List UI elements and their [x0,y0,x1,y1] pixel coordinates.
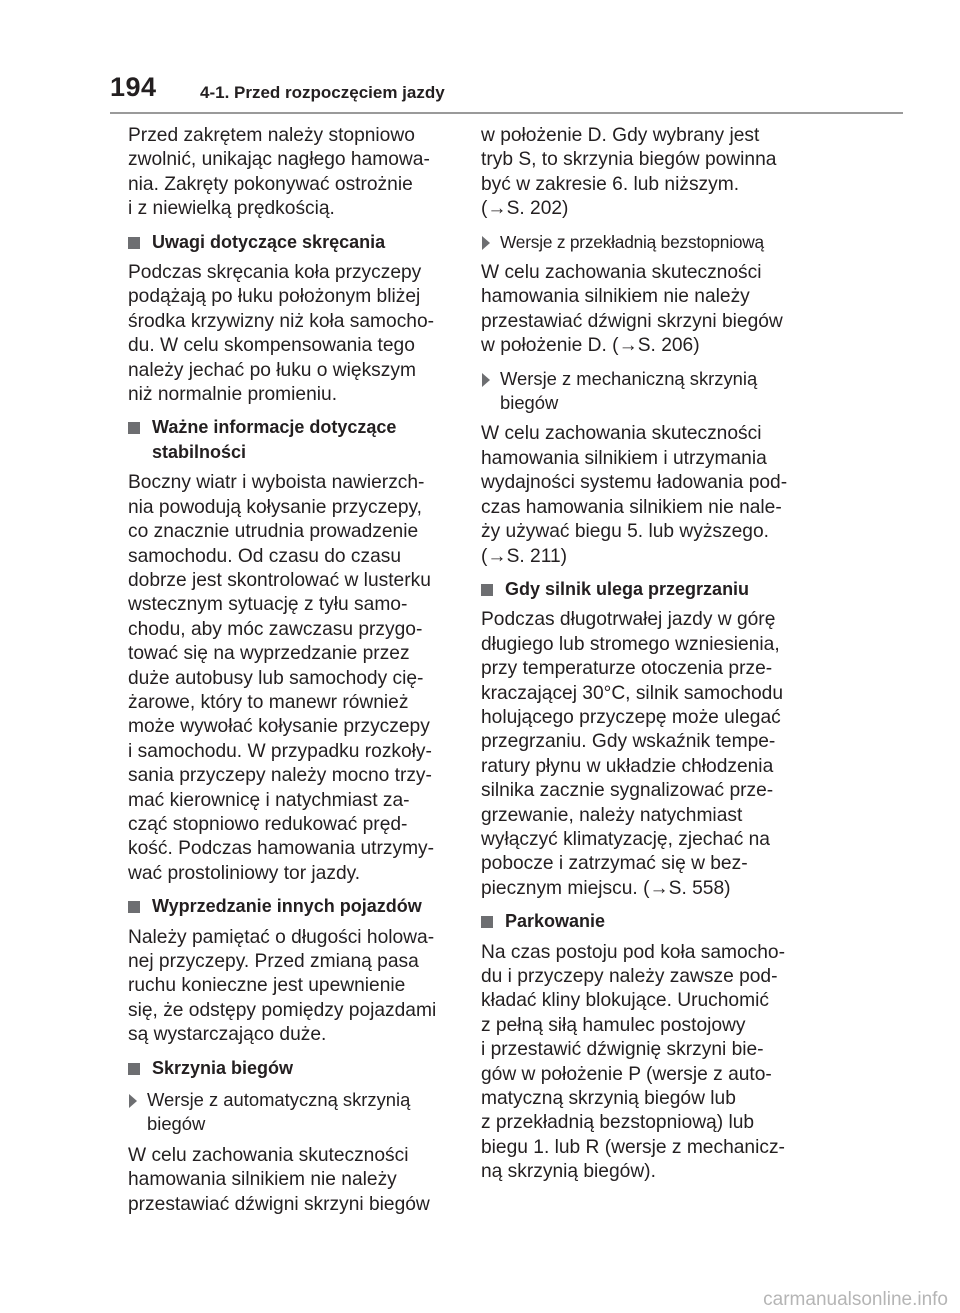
page-number: 194 [110,72,157,102]
text-line: du i przyczepy należy zawsze pod- [481,966,778,987]
text-line: ną skrzynią biegów). [481,1161,656,1183]
text-line: tować się na wyprzedzanie przez [128,643,410,665]
stability-paragraph [128,471,458,886]
text-line: hamowania silnikiem nie należy [481,286,750,308]
text-line: ży używać biegu 5. lub wyższego. [481,521,769,543]
text-line: kość. Podczas hamowania utrzymy- [128,838,435,860]
heading-text [152,417,396,461]
text-line: i przestawić dźwignię skrzyni bie- [481,1039,764,1061]
text-line: grzewanie, należy natychmiast [481,804,743,826]
section-heading-parking: Parkowanie [481,909,811,933]
text-line: długiego lub stromego wzniesienia, [481,633,780,655]
square-bullet-icon [128,1063,140,1075]
text-line: dobrze jest skontrolować w lusterku [128,569,431,591]
text-line: nej przyczepy. Przed zmianą pasa [128,951,419,972]
text-line: przestawiać dźwigni skrzyni biegów [481,310,783,332]
text-line: biegów [147,1113,206,1135]
square-bullet-icon [481,916,493,928]
page-header [0,0,960,118]
text-line: Ważne informacje dotyczące [152,417,397,438]
text-line: W celu zachowania skuteczności [128,1144,409,1166]
text-line: matyczną skrzynią biegów lub [481,1088,736,1110]
text-line: biegu 1. lub R (wersje z mechanicz- [481,1136,785,1158]
text-line: są wystarczająco duże. [128,1024,327,1046]
left-column [128,124,458,1217]
text-line: może wywołać kołysanie przyczepy [128,716,430,738]
text-line: biegów [500,392,559,414]
text-line: nia powodują kołysanie przyczepy, [128,496,423,518]
text-line: tryb S, to skrzynia biegów powinna [481,149,777,171]
section-heading-turning: Uwagi dotyczące skręcania [128,230,458,254]
text-line: Przed zakrętem należy stopniowo [128,125,415,146]
text-line: Podczas długotrwałej jazdy w górę [481,609,776,631]
text-line: Boczny wiatr i wyboista nawierzch- [128,472,425,494]
text-line: ruchu konieczne jest upewnienie [128,975,406,997]
text-line: samochodu. Od czasu do czasu [128,545,402,567]
square-bullet-icon [128,422,140,434]
text-line: piecznym miejscu. (→S. 558) [481,877,731,899]
text-line: przy temperaturze otoczenia prze- [481,658,773,680]
text-line: przestawiać dźwigni skrzyni biegów [128,1193,430,1215]
text-line: W celu zachowania skuteczności [481,262,762,284]
section-heading-overheating: Gdy silnik ulega przegrzaniu [481,577,811,601]
text-line: środka krzywizny niż koła samocho- [128,310,435,332]
subheading-text [147,1089,410,1134]
triangle-bullet-icon [482,236,490,250]
text-line: wstecznym sytuację z tyłu samo- [128,594,408,616]
text-line: podążają po łuku położonym bliżej [128,286,421,308]
text-line: duże autobusy lub samochody cię- [128,667,424,689]
text-line: du. W celu skompensowania tego [128,335,415,357]
text-line: kładać kliny blokujące. Uruchomić [481,990,769,1012]
overheating-paragraph [481,608,811,901]
text-line: zwolnić, unikając nagłego hamowa- [128,149,430,171]
square-bullet-icon [481,584,493,596]
subheading-automatic [128,1088,458,1137]
text-line: hamowania silnikiem nie należy [128,1169,397,1191]
text-line: wydajności systemu ładowania pod- [481,472,788,494]
overtaking-paragraph [128,926,458,1048]
right-column [481,124,811,1185]
text-line: przegrzaniu. Gdy wskaźnik tempe- [481,731,776,753]
section-heading-stability [128,415,458,464]
text-line: Podczas skręcania koła przyczepy [128,262,422,284]
text-line: hamowania silnikiem i utrzymania [481,447,767,469]
text-line: być w zakresie 6. lub niższym. [481,173,740,195]
chapter-title: 4-1. Przed rozpoczęciem jazdy [200,83,445,102]
text-line: kraczającej 30°C, silnik samochodu [481,682,784,704]
text-line: ratury płynu w układzie chłodzenia [481,755,774,777]
manual-paragraph [481,422,811,568]
text-line: w położenie D. Gdy wybrany jest [481,125,760,146]
text-line: się, że odstępy pomiędzy pojazdami [128,999,437,1021]
text-line: Wersje z automatyczną skrzynią [147,1089,411,1111]
text-line: sania przyczepy należy mocno trzy- [128,765,432,787]
text-line: gów w położenie P (wersje z auto- [481,1063,772,1085]
text-line: wyłączyć klimatyzację, zjechać na [481,828,770,850]
subheading-text [500,368,757,413]
automatic-paragraph [128,1144,458,1217]
triangle-bullet-icon [129,1094,137,1108]
watermark: carmanualsonline.info [763,1289,948,1310]
section-heading-overtaking: Wyprzedzanie innych pojazdów [128,894,458,918]
text-line: w położenie D. (→S. 206) [481,335,700,357]
text-line: czas hamowania silnikiem nie nale- [481,496,782,518]
text-line: z przekładnią bezstopniową) lub [481,1112,755,1134]
text-line: (→S. 202) [481,198,569,220]
subheading-manual [481,367,811,416]
intro-paragraph [128,124,458,222]
text-line: Należy pamiętać o długości holowa- [128,926,435,948]
cvt-paragraph [481,261,811,359]
header-divider [110,112,903,114]
section-heading-transmission: Skrzynia biegów [128,1056,458,1080]
text-line: należy jechać po łuku o większym [128,359,416,381]
text-line: mać kierownicę i natychmiast za- [128,789,410,811]
text-line: wać prostoliniowy tor jazdy. [128,862,361,884]
text-line: W celu zachowania skuteczności [481,423,762,445]
text-line: pobocze i zatrzymać się w bez- [481,853,748,875]
text-line: (→S. 211) [481,545,568,567]
text-line: i samochodu. W przypadku rozkoły- [128,740,432,762]
subheading-cvt: Wersje z przekładnią bezstopniową [481,230,811,254]
parking-paragraph [481,941,811,1185]
text-line: chodu, aby móc zawczasu przygo- [128,618,423,640]
text-line: stabilności [152,441,247,462]
automatic-paragraph-continued [481,124,811,222]
text-line: żarowe, który to manewr również [128,691,409,713]
text-line: Na czas postoju pod koła samocho- [481,941,785,963]
square-bullet-icon [128,237,140,249]
text-line: Wersje z mechaniczną skrzynią [500,367,758,389]
text-line: nia. Zakręty pokonywać ostrożnie [128,173,413,195]
turning-paragraph [128,261,458,407]
square-bullet-icon [128,901,140,913]
triangle-bullet-icon [482,373,490,387]
text-line: i z niewielką prędkością. [128,198,335,220]
text-line: cząć stopniowo redukować pręd- [128,813,408,835]
text-line: niż normalnie promieniu. [128,384,338,406]
text-line: holującego przyczepę może ulegać [481,706,781,728]
text-line: co znacznie utrudnia prowadzenie [128,521,419,543]
text-line: z pełną siłą hamulec postojowy [481,1014,746,1036]
text-line: silnika zacznie sygnalizować prze- [481,780,774,802]
